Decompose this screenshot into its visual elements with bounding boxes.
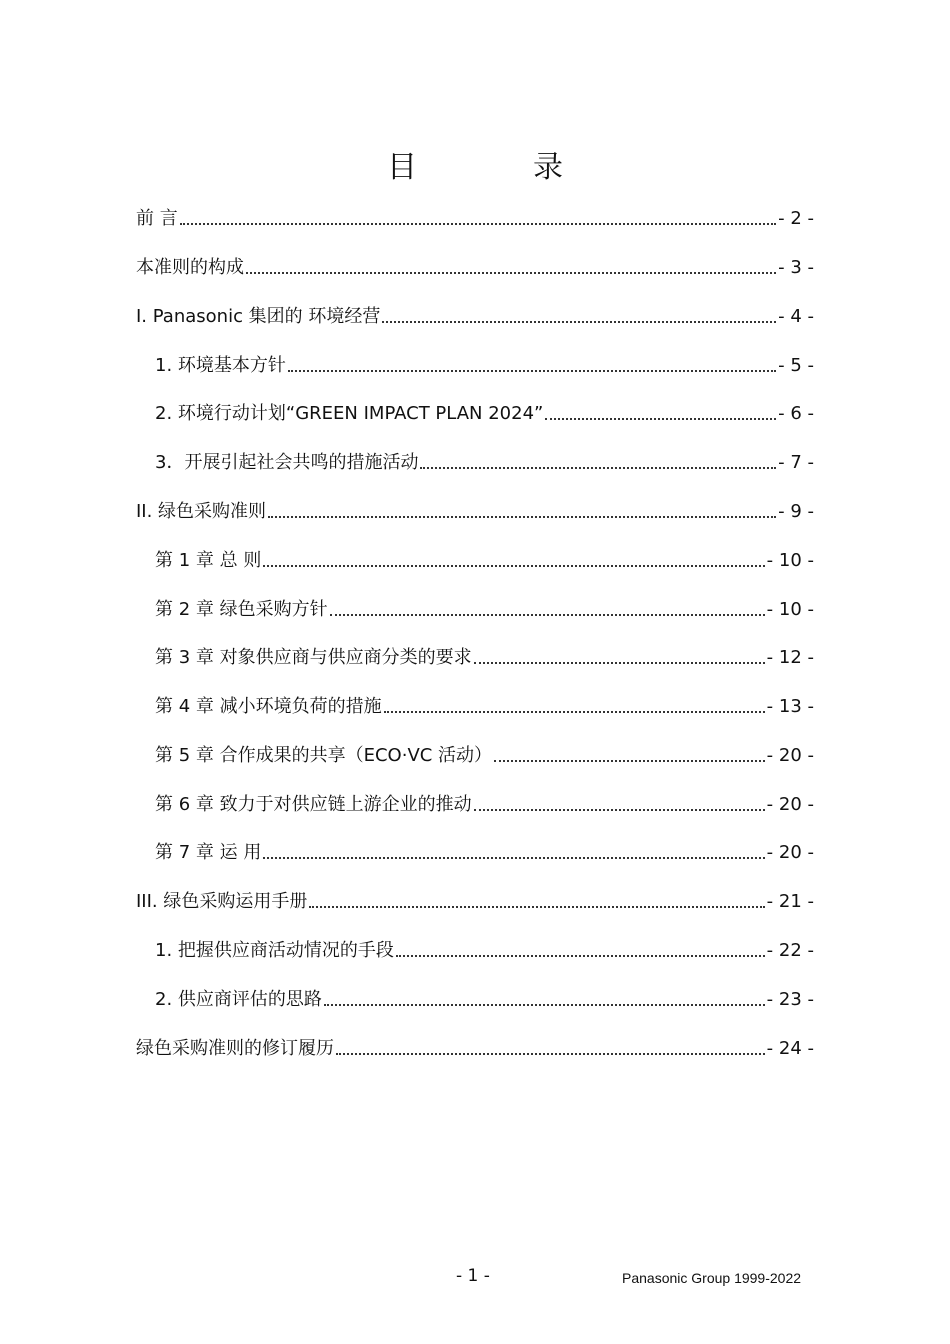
toc-entry-label: 第 1 章 总 则 bbox=[155, 550, 262, 571]
toc-entry-page: - 3 - bbox=[778, 257, 814, 278]
toc-entry-label: 1. 把握供应商活动情况的手段 bbox=[155, 940, 394, 961]
dot-leader bbox=[268, 516, 776, 518]
toc-entry-section-1[interactable] bbox=[136, 302, 814, 328]
toc-entry-page: - 5 - bbox=[778, 355, 814, 376]
toc-entry-chapter-5[interactable] bbox=[136, 741, 814, 767]
toc-entry-chapter-1[interactable] bbox=[136, 546, 814, 572]
toc-entry-label: 2. 供应商评估的思路 bbox=[155, 989, 322, 1010]
toc-entry-label: 前 言 bbox=[136, 208, 178, 229]
toc-entry-1-3[interactable] bbox=[136, 448, 814, 474]
dot-leader bbox=[396, 955, 765, 957]
footer-brand: Panasonic Group 1999-2022 bbox=[622, 1270, 802, 1286]
dot-leader bbox=[545, 418, 776, 420]
toc-entry-label: I. Panasonic 集团的 环境经营 bbox=[136, 306, 381, 327]
dot-leader bbox=[336, 1053, 765, 1055]
toc-entry-page: - 21 - bbox=[766, 891, 814, 912]
toc-entry-page: - 23 - bbox=[766, 989, 814, 1010]
toc-entry-revision-history[interactable] bbox=[136, 1034, 814, 1060]
dot-leader bbox=[246, 272, 776, 274]
toc-entry-chapter-4[interactable] bbox=[136, 692, 814, 718]
toc-entry-page: - 13 - bbox=[766, 696, 814, 717]
dot-leader bbox=[180, 223, 776, 225]
toc-entry-page: - 20 - bbox=[766, 794, 814, 815]
title-char-1: 目 bbox=[387, 150, 417, 185]
toc-entry-page: - 2 - bbox=[778, 208, 814, 229]
toc-entry-page: - 9 - bbox=[778, 501, 814, 522]
page-title bbox=[0, 142, 950, 186]
toc-entry-page: - 24 - bbox=[766, 1038, 814, 1059]
toc-entry-label: 1. 环境基本方针 bbox=[155, 355, 286, 376]
toc-entry-label: 绿色采购准则的修订履历 bbox=[136, 1038, 334, 1059]
toc-entry-chapter-7[interactable] bbox=[136, 838, 814, 864]
dot-leader bbox=[384, 711, 765, 713]
toc-entry-3-1[interactable] bbox=[136, 936, 814, 962]
toc-entry-section-3[interactable] bbox=[136, 887, 814, 913]
toc-entry-chapter-2[interactable] bbox=[136, 595, 814, 621]
toc-entry-page: - 10 - bbox=[766, 599, 814, 620]
dot-leader bbox=[382, 321, 776, 323]
title-char-2: 录 bbox=[533, 150, 563, 185]
toc-entry-label: 第 6 章 致力于对供应链上游企业的推动 bbox=[155, 794, 472, 815]
toc-entry-label: 第 3 章 对象供应商与供应商分类的要求 bbox=[155, 647, 472, 668]
toc-entry-page: - 20 - bbox=[766, 745, 814, 766]
toc-entry-page: - 22 - bbox=[766, 940, 814, 961]
dot-leader bbox=[330, 614, 765, 616]
toc-entry-label: 3．开展引起社会共鸣的措施活动 bbox=[155, 452, 419, 473]
dot-leader bbox=[494, 760, 765, 762]
toc-entry-page: - 6 - bbox=[778, 403, 814, 424]
toc-entry-label: 第 2 章 绿色采购方针 bbox=[155, 599, 328, 620]
toc-entry-label: 第 5 章 合作成果的共享（ECO·VC 活动） bbox=[155, 745, 493, 766]
toc-entry-foreword[interactable] bbox=[136, 204, 814, 230]
dot-leader bbox=[263, 565, 764, 567]
toc-entry-1-1[interactable] bbox=[136, 351, 814, 377]
toc-entry-page: - 20 - bbox=[766, 842, 814, 863]
toc-entry-label: 本准则的构成 bbox=[136, 257, 244, 278]
toc-entry-structure[interactable] bbox=[136, 253, 814, 279]
dot-leader bbox=[288, 370, 776, 372]
toc-entry-page: - 4 - bbox=[778, 306, 814, 327]
toc-entry-chapter-3[interactable] bbox=[136, 643, 814, 669]
toc-entry-label: III. 绿色采购运用手册 bbox=[136, 891, 308, 912]
toc-entry-page: - 12 - bbox=[766, 647, 814, 668]
toc-entry-label: 第 7 章 运 用 bbox=[155, 842, 262, 863]
dot-leader bbox=[420, 467, 776, 469]
toc-entry-page: - 7 - bbox=[778, 452, 814, 473]
toc-entry-label: 2. 环境行动计划“GREEN IMPACT PLAN 2024” bbox=[155, 403, 544, 424]
toc-entry-label: II. 绿色采购准则 bbox=[136, 501, 267, 522]
toc-entry-1-2[interactable] bbox=[136, 399, 814, 425]
toc-entry-section-2[interactable] bbox=[136, 497, 814, 523]
dot-leader bbox=[474, 662, 765, 664]
toc-entry-label: 第 4 章 减小环境负荷的措施 bbox=[155, 696, 382, 717]
toc-entry-chapter-6[interactable] bbox=[136, 790, 814, 816]
footer-page-number: - 1 - bbox=[456, 1266, 490, 1286]
dot-leader bbox=[474, 809, 765, 811]
toc-entry-page: - 10 - bbox=[766, 550, 814, 571]
toc-entry-3-2[interactable] bbox=[136, 985, 814, 1011]
dot-leader bbox=[263, 857, 764, 859]
dot-leader bbox=[324, 1004, 765, 1006]
dot-leader bbox=[309, 906, 764, 908]
